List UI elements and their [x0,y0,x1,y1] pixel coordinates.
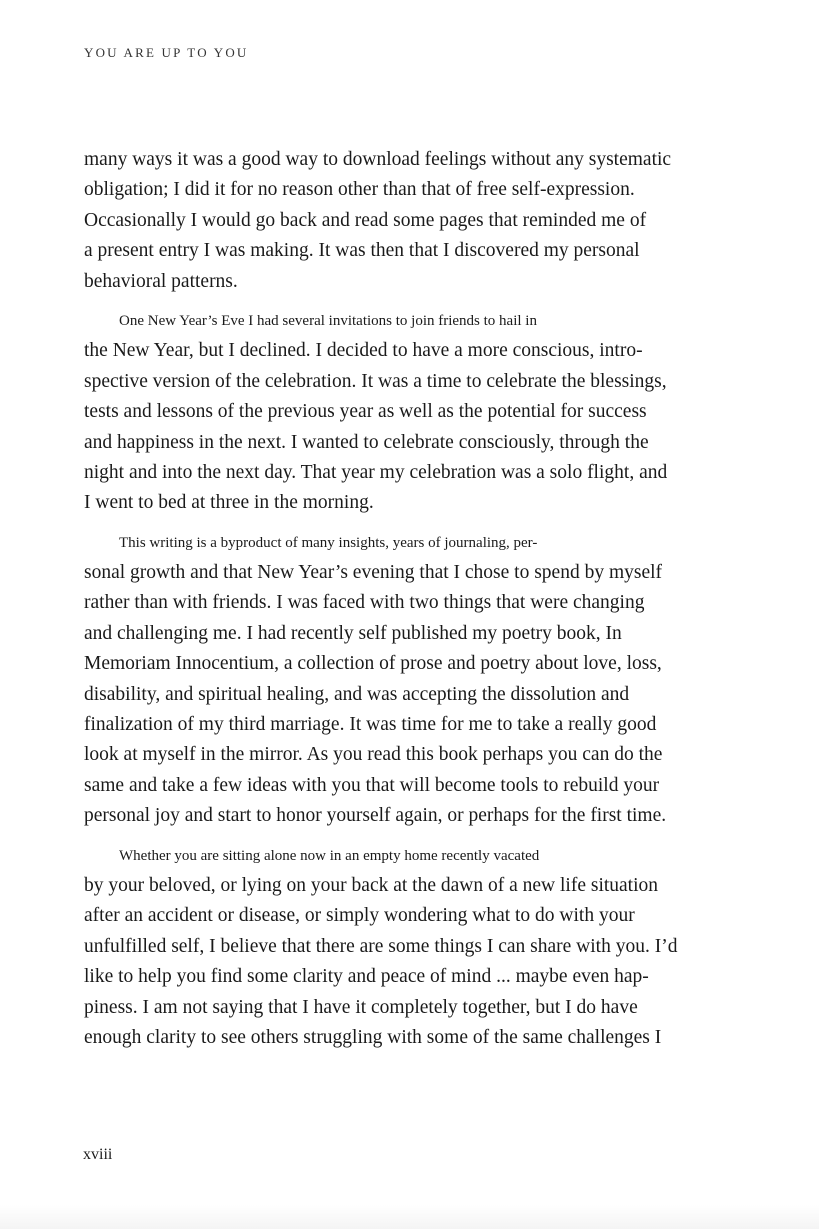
text-line: like to help you find some clarity and peace of mind ... maybe even hap- [84,966,649,988]
text-line: look at myself in the mirror. As you read this book perhaps you can do the [84,744,663,766]
text-line: same and take a few ideas with you that will become tools to rebuild your [84,774,660,796]
running-head: YOU ARE UP TO YOU [84,45,249,60]
text-line: personal joy and start to honor yourself again, or perhaps for the first time. [84,805,667,827]
text-line: and happiness in the next. I wanted to celebrate consciously, through the [84,431,649,453]
text-line: Memoriam Innocentium, a collection of prose and poetry about love, loss, [84,653,662,675]
text-line: sonal growth and that New Year’s evening that I chose to spend by myself [84,562,663,584]
text-line: One New Year’s Eve I had several invitations to join friends to hail in [119,312,537,329]
text-line: by your beloved, or lying on your back at the dawn of a new life situation [84,874,659,896]
paragraph [84,145,720,297]
body-text [84,145,720,1062]
text-line: This writing is a byproduct of many insights, years of journaling, per- [119,534,538,551]
text-line: spective version of the celebration. It was a time to celebrate the blessings, [84,370,667,392]
text-line: night and into the next day. That year my celebration was a solo flight, and [84,461,668,483]
text-line: many ways it was a good way to download feelings without any systematic [84,149,672,170]
paragraph [84,841,720,1054]
text-line: the New Year, but I declined. I decided to have a more conscious, intro- [84,340,643,362]
text-line: I went to bed at three in the morning. [84,492,374,514]
text-line: rather than with friends. I was faced with two things that were changing [84,592,645,614]
text-line: a present entry I was making. It was then that I discovered my personal [84,240,640,262]
text-line: and challenging me. I had recently self published my poetry book, In [84,622,622,644]
text-line: after an accident or disease, or simply wondering what to do with your [84,905,635,927]
text-line: Whether you are sitting alone now in an empty home recently vacated [119,847,540,864]
text-line: enough clarity to see others struggling with some of the same challenges I [84,1026,662,1048]
paragraph [84,306,720,519]
text-line: disability, and spiritual healing, and was accepting the dissolution and [84,683,630,705]
text-line: obligation; I did it for no reason other than that of free self-expression. [84,179,635,201]
text-line: unfulfilled self, I believe that there are some things I can share with you. I’d [84,935,678,957]
text-line: tests and lessons of the previous year as well as the potential for success [84,401,647,423]
text-line: behavioral patterns. [84,270,238,292]
text-line: Occasionally I would go back and read some pages that reminded me of [84,209,647,231]
paragraph [84,528,720,832]
page-number: xviii [83,1146,113,1163]
text-line: finalization of my third marriage. It was time for me to take a really good [84,714,657,736]
text-line: piness. I am not saying that I have it completely together, but I do have [84,996,638,1018]
